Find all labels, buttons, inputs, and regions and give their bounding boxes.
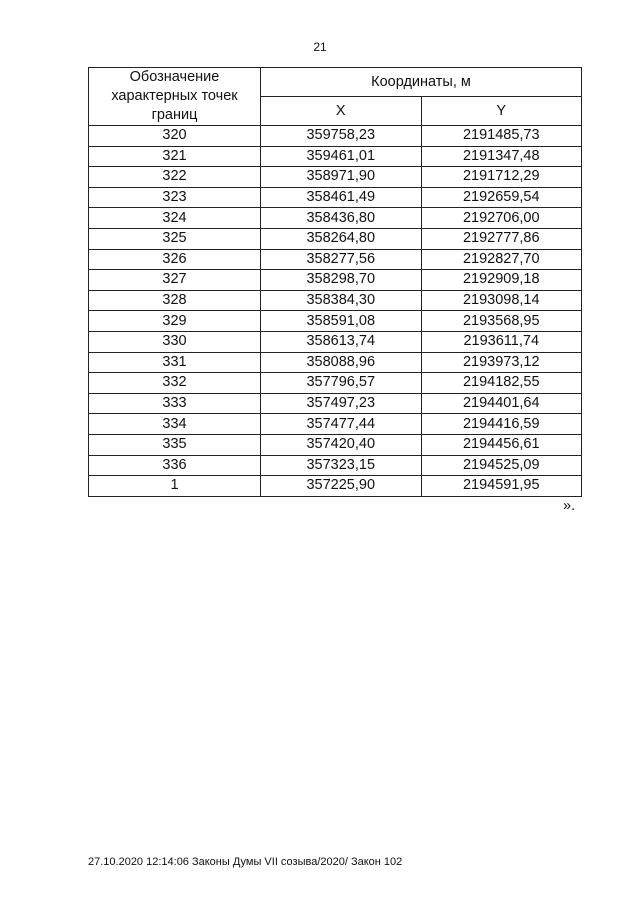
cell-point: 331 — [89, 352, 261, 373]
table-row — [89, 476, 582, 497]
cell-x: 358461,49 — [261, 187, 422, 208]
table-row — [89, 208, 582, 229]
cell-point: 327 — [89, 270, 261, 291]
cell-y: 2192659,54 — [421, 187, 582, 208]
table-row — [89, 270, 582, 291]
table-row — [89, 434, 582, 455]
cell-x: 357225,90 — [261, 476, 422, 497]
header-coordinates: Координаты, м — [261, 68, 582, 97]
cell-y: 2194401,64 — [421, 393, 582, 414]
cell-y: 2192827,70 — [421, 249, 582, 270]
table-row — [89, 126, 582, 147]
cell-x: 357323,15 — [261, 455, 422, 476]
header-y: Y — [421, 97, 582, 126]
table-row — [89, 290, 582, 311]
cell-point: 326 — [89, 249, 261, 270]
table-row — [89, 249, 582, 270]
table-row — [89, 331, 582, 352]
cell-point: 1 — [89, 476, 261, 497]
table-row — [89, 167, 582, 188]
cell-x: 358613,74 — [261, 331, 422, 352]
document-footer: 27.10.2020 12:14:06 Законы Думы VII созыва/2020/ Закон 102 — [88, 856, 403, 868]
cell-x: 357477,44 — [261, 414, 422, 435]
cell-x: 358971,90 — [261, 167, 422, 188]
cell-y: 2191485,73 — [421, 126, 582, 147]
table-body — [89, 126, 582, 497]
header-point-designation: Обозначение характерных точек границ — [89, 68, 261, 126]
cell-x: 358384,30 — [261, 290, 422, 311]
cell-x: 358264,80 — [261, 228, 422, 249]
cell-y: 2191347,48 — [421, 146, 582, 167]
cell-point: 333 — [89, 393, 261, 414]
cell-point: 324 — [89, 208, 261, 229]
cell-point: 330 — [89, 331, 261, 352]
cell-point: 334 — [89, 414, 261, 435]
cell-point: 329 — [89, 311, 261, 332]
cell-y: 2194591,95 — [421, 476, 582, 497]
table-row — [89, 311, 582, 332]
table-row — [89, 414, 582, 435]
cell-y: 2194456,61 — [421, 434, 582, 455]
cell-point: 335 — [89, 434, 261, 455]
cell-point: 336 — [89, 455, 261, 476]
cell-point: 321 — [89, 146, 261, 167]
cell-y: 2194182,55 — [421, 373, 582, 394]
cell-y: 2193611,74 — [421, 331, 582, 352]
cell-x: 358277,56 — [261, 249, 422, 270]
cell-y: 2194525,09 — [421, 455, 582, 476]
cell-y: 2193098,14 — [421, 290, 582, 311]
cell-point: 320 — [89, 126, 261, 147]
cell-x: 358591,08 — [261, 311, 422, 332]
cell-y: 2192909,18 — [421, 270, 582, 291]
cell-point: 332 — [89, 373, 261, 394]
table-row — [89, 455, 582, 476]
table-row — [89, 228, 582, 249]
cell-y: 2193568,95 — [421, 311, 582, 332]
table-row — [89, 146, 582, 167]
cell-x: 357420,40 — [261, 434, 422, 455]
cell-y: 2194416,59 — [421, 414, 582, 435]
cell-y: 2193973,12 — [421, 352, 582, 373]
table-row — [89, 373, 582, 394]
table-row — [89, 187, 582, 208]
cell-x: 357497,23 — [261, 393, 422, 414]
table-row — [89, 352, 582, 373]
page-number: 21 — [313, 40, 327, 54]
table-row — [89, 393, 582, 414]
cell-x: 359758,23 — [261, 126, 422, 147]
cell-y: 2191712,29 — [421, 167, 582, 188]
closing-quote-mark: ». — [563, 498, 576, 514]
cell-x: 358088,96 — [261, 352, 422, 373]
cell-x: 358436,80 — [261, 208, 422, 229]
cell-point: 323 — [89, 187, 261, 208]
coordinates-table — [88, 67, 582, 497]
cell-x: 357796,57 — [261, 373, 422, 394]
cell-y: 2192706,00 — [421, 208, 582, 229]
cell-x: 358298,70 — [261, 270, 422, 291]
cell-point: 325 — [89, 228, 261, 249]
cell-point: 328 — [89, 290, 261, 311]
header-x: X — [261, 97, 422, 126]
cell-point: 322 — [89, 167, 261, 188]
cell-y: 2192777,86 — [421, 228, 582, 249]
cell-x: 359461,01 — [261, 146, 422, 167]
